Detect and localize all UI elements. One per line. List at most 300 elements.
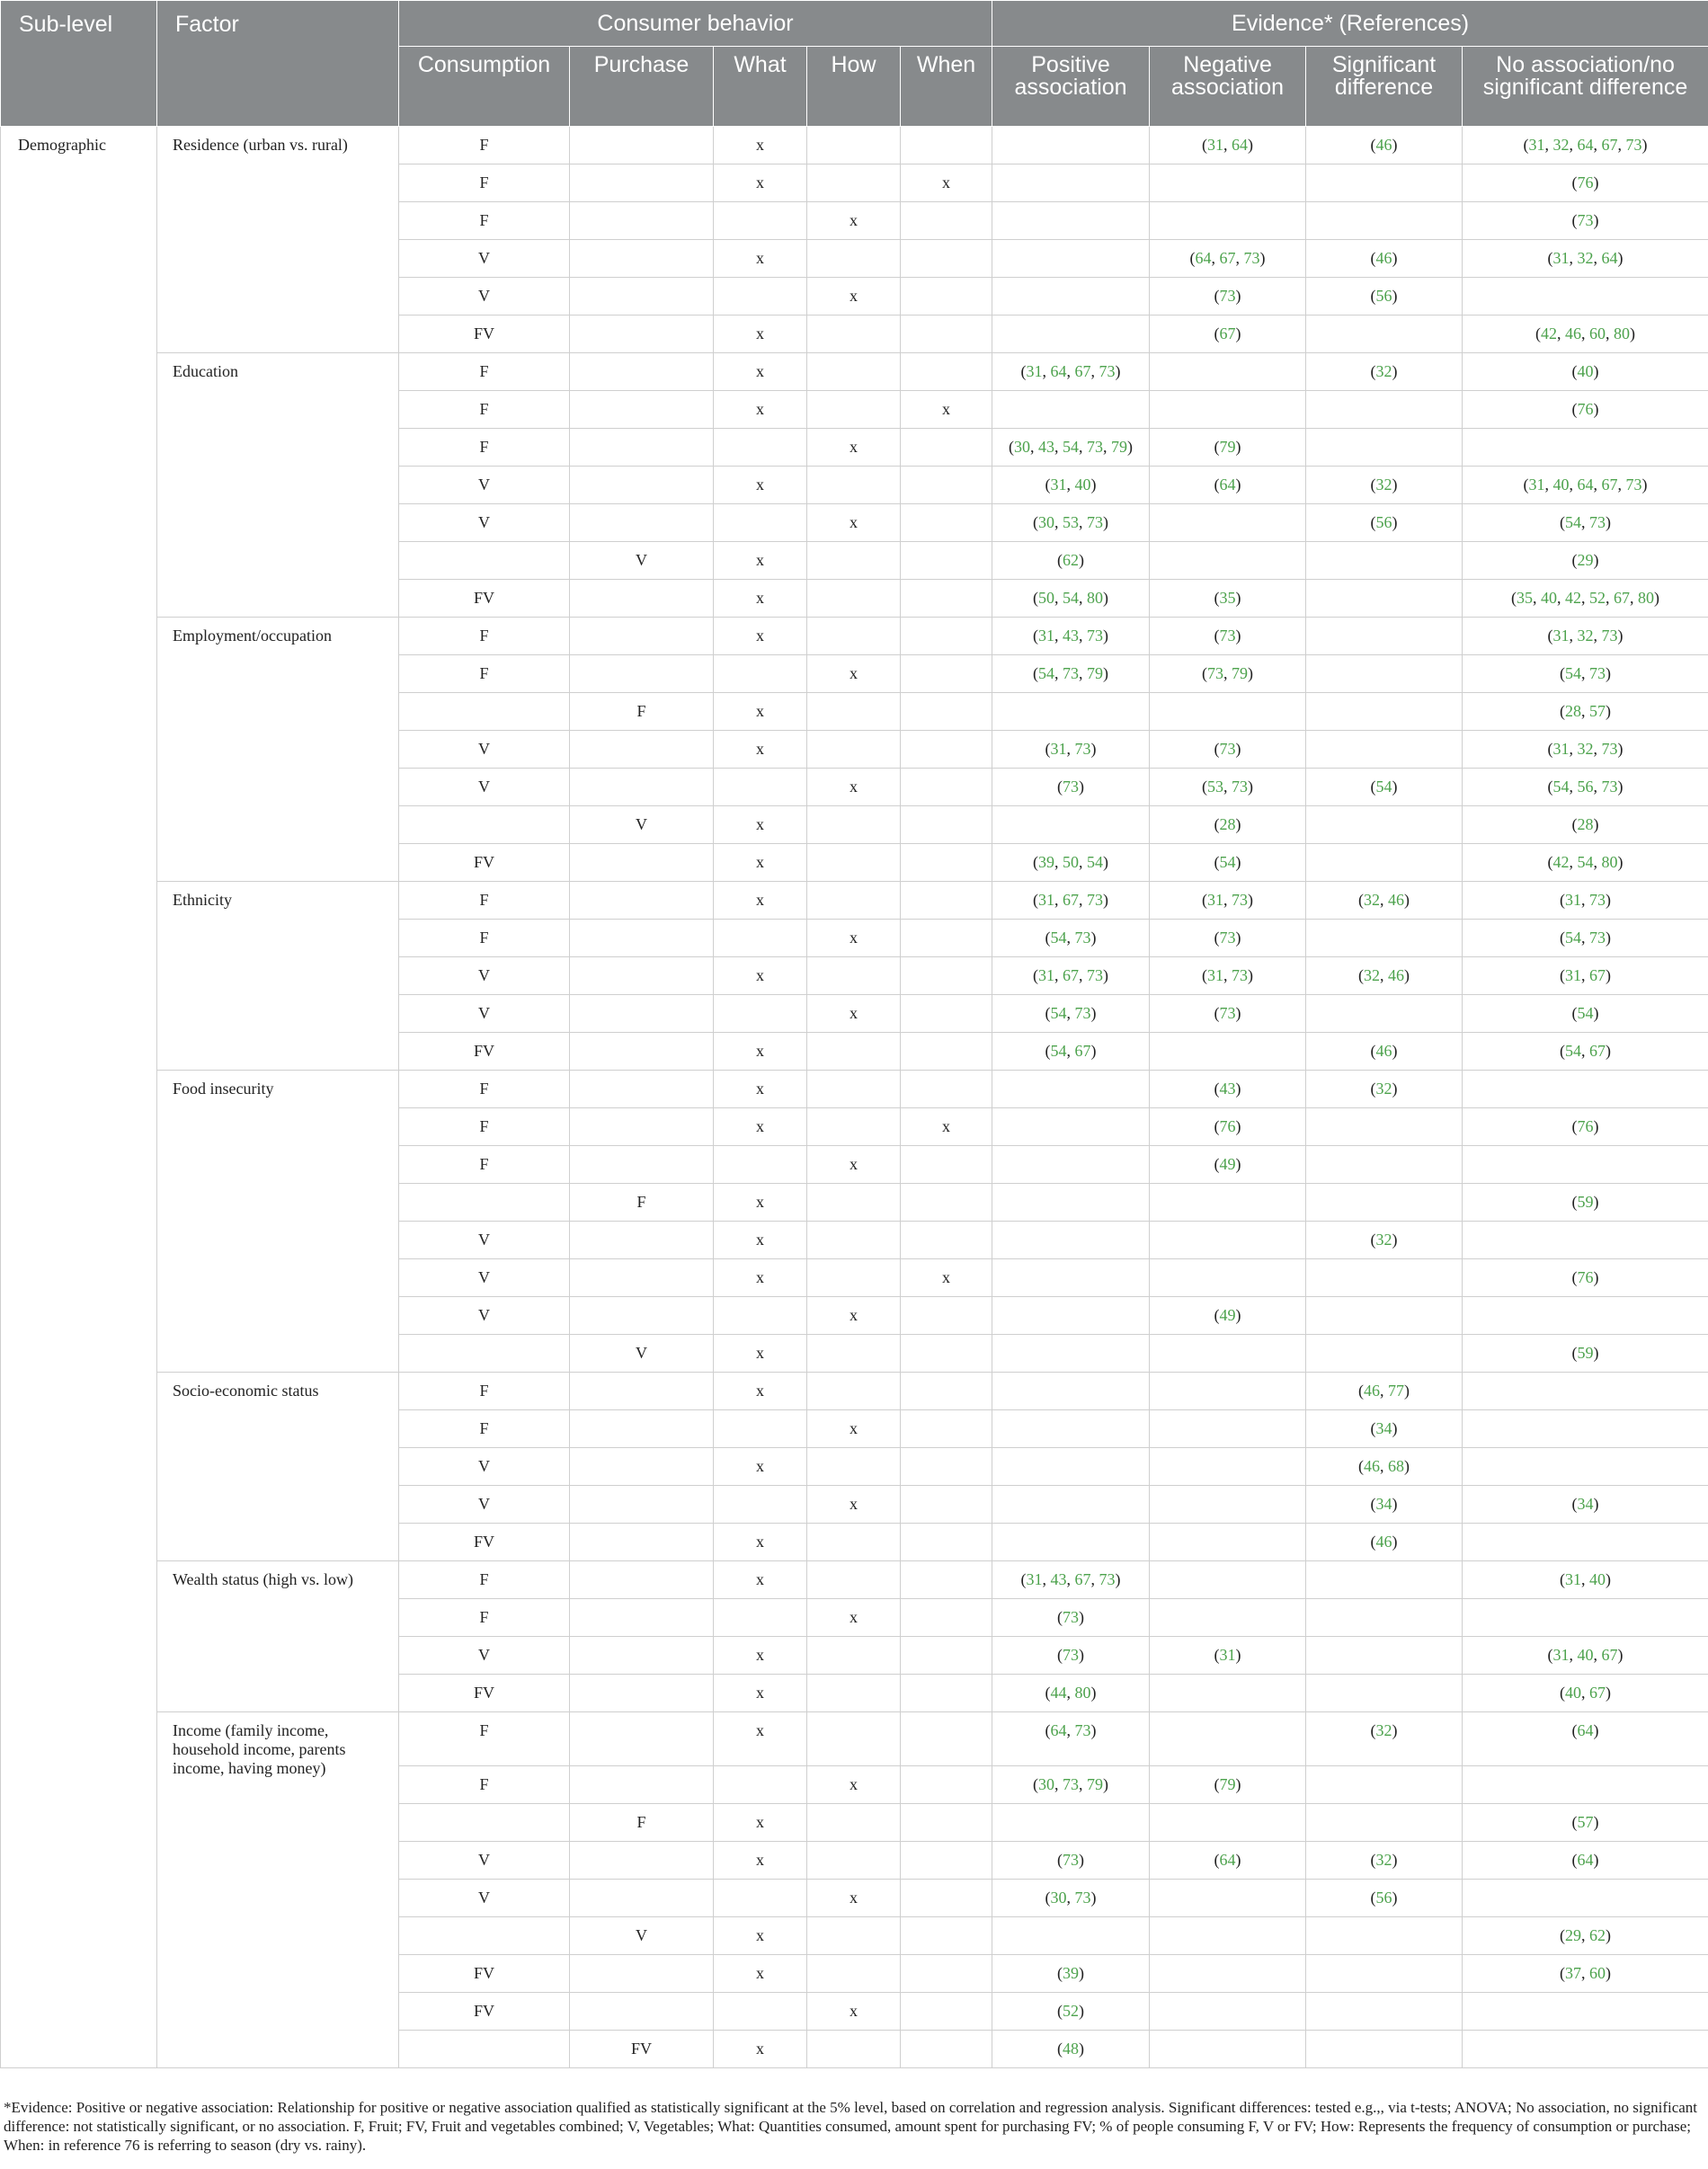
- reference-link[interactable]: 32: [1364, 891, 1381, 909]
- reference-link[interactable]: 67: [1074, 362, 1091, 380]
- no-association-cell: (34): [1463, 1486, 1708, 1524]
- reference-link[interactable]: 56: [1375, 287, 1392, 305]
- significant-cell: (32): [1306, 467, 1463, 504]
- purchase-cell: [570, 1486, 714, 1524]
- reference-link[interactable]: 73: [1589, 929, 1606, 947]
- reference-link[interactable]: 67: [1601, 476, 1618, 493]
- positive-cell: (48): [992, 2031, 1150, 2068]
- reference-link[interactable]: 43: [1038, 438, 1055, 456]
- reference-link[interactable]: 64: [1195, 249, 1212, 267]
- reference-link[interactable]: 64: [1577, 476, 1594, 493]
- table-row: [1, 1373, 1708, 1410]
- reference-link[interactable]: 28: [1577, 815, 1594, 833]
- reference-link[interactable]: 31: [1038, 966, 1055, 984]
- reference-link[interactable]: 31: [1552, 249, 1570, 267]
- how-cell: [807, 1804, 901, 1842]
- reference-link[interactable]: 73: [1232, 966, 1249, 984]
- when-cell: [901, 1712, 992, 1766]
- reference-link[interactable]: 73: [1074, 1889, 1091, 1907]
- purchase-cell: [570, 920, 714, 957]
- no-association-cell: (42, 54, 80): [1463, 844, 1708, 882]
- when-cell: [901, 693, 992, 731]
- reference-link[interactable]: 34: [1577, 1495, 1594, 1513]
- no-association-cell: [1463, 278, 1708, 316]
- reference-link[interactable]: 64: [1577, 1721, 1594, 1739]
- reference-link[interactable]: 32: [1577, 740, 1594, 758]
- positive-cell: [992, 1108, 1150, 1146]
- what-cell: x: [714, 127, 807, 164]
- reference-link[interactable]: 39: [1063, 1964, 1080, 1982]
- reference-link[interactable]: 68: [1388, 1457, 1405, 1475]
- what-cell: x: [714, 1842, 807, 1880]
- reference-link[interactable]: 67: [1589, 1042, 1606, 1060]
- reference-link[interactable]: 54: [1050, 1004, 1067, 1022]
- reference-link[interactable]: 73: [1063, 778, 1080, 796]
- reference-link[interactable]: 60: [1589, 324, 1606, 342]
- purchase-cell: F: [570, 693, 714, 731]
- negative-cell: (31, 73): [1150, 882, 1306, 920]
- reference-link[interactable]: 64: [1219, 476, 1236, 493]
- how-cell: x: [807, 1486, 901, 1524]
- reference-link[interactable]: 64: [1601, 249, 1618, 267]
- reference-link[interactable]: 54: [1552, 778, 1570, 796]
- negative-cell: [1150, 504, 1306, 542]
- reference-link[interactable]: 42: [1552, 853, 1570, 871]
- reference-link[interactable]: 56: [1577, 778, 1594, 796]
- significant-cell: [1306, 1993, 1463, 2031]
- purchase-cell: [570, 1712, 714, 1766]
- purchase-cell: [570, 731, 714, 769]
- reference-link[interactable]: 73: [1087, 891, 1104, 909]
- reference-link[interactable]: 54: [1565, 1042, 1582, 1060]
- reference-link[interactable]: 34: [1375, 1419, 1392, 1437]
- purchase-cell: [570, 844, 714, 882]
- reference-link[interactable]: 64: [1577, 1851, 1594, 1869]
- reference-link[interactable]: 43: [1219, 1080, 1236, 1098]
- reference-link[interactable]: 80: [1614, 324, 1631, 342]
- significant-cell: (56): [1306, 278, 1463, 316]
- reference-link[interactable]: 46: [1364, 1382, 1381, 1400]
- reference-link[interactable]: 40: [1577, 362, 1594, 380]
- purchase-cell: [570, 1033, 714, 1071]
- negative-cell: (31, 64): [1150, 127, 1306, 164]
- reference-link[interactable]: 73: [1087, 438, 1104, 456]
- reference-link[interactable]: 59: [1577, 1344, 1594, 1362]
- how-cell: x: [807, 1880, 901, 1917]
- when-cell: [901, 1486, 992, 1524]
- reference-link[interactable]: 73: [1074, 1004, 1091, 1022]
- consumption-cell: F: [399, 1410, 570, 1448]
- reference-link[interactable]: 67: [1074, 1570, 1091, 1588]
- negative-cell: [1150, 1335, 1306, 1373]
- positive-cell: [992, 1146, 1150, 1184]
- no-association-cell: [1463, 1146, 1708, 1184]
- header-sublevel: Sub-level: [1, 1, 157, 127]
- reference-link[interactable]: 67: [1589, 1684, 1606, 1702]
- reference-link[interactable]: 54: [1375, 778, 1392, 796]
- reference-link[interactable]: 76: [1219, 1117, 1236, 1135]
- purchase-cell: [570, 1410, 714, 1448]
- when-cell: [901, 1599, 992, 1637]
- reference-link[interactable]: 73: [1601, 778, 1618, 796]
- reference-link[interactable]: 46: [1565, 324, 1582, 342]
- reference-link[interactable]: 79: [1219, 438, 1236, 456]
- reference-link[interactable]: 73: [1087, 513, 1104, 531]
- reference-link[interactable]: 31: [1528, 136, 1545, 154]
- negative-cell: [1150, 391, 1306, 429]
- reference-link[interactable]: 42: [1541, 324, 1558, 342]
- reference-link[interactable]: 31: [1026, 1570, 1043, 1588]
- reference-link[interactable]: 49: [1219, 1306, 1236, 1324]
- reference-link[interactable]: 73: [1219, 929, 1236, 947]
- reference-link[interactable]: 54: [1577, 853, 1594, 871]
- reference-link[interactable]: 73: [1601, 740, 1618, 758]
- reference-link[interactable]: 32: [1375, 1851, 1392, 1869]
- reference-link[interactable]: 80: [1638, 589, 1655, 607]
- reference-link[interactable]: 73: [1074, 929, 1091, 947]
- reference-link[interactable]: 46: [1375, 1533, 1392, 1551]
- reference-link[interactable]: 73: [1099, 362, 1116, 380]
- reference-link[interactable]: 67: [1063, 966, 1080, 984]
- consumption-cell: FV: [399, 1033, 570, 1071]
- reference-link[interactable]: 34: [1375, 1495, 1392, 1513]
- when-cell: [901, 580, 992, 618]
- reference-link[interactable]: 43: [1063, 627, 1080, 644]
- when-cell: [901, 316, 992, 353]
- reference-link[interactable]: 31: [1565, 891, 1582, 909]
- reference-link[interactable]: 54: [1565, 664, 1582, 682]
- reference-link[interactable]: 73: [1219, 740, 1236, 758]
- reference-link[interactable]: 32: [1375, 1721, 1392, 1739]
- reference-link[interactable]: 64: [1577, 136, 1594, 154]
- reference-link[interactable]: 31: [1565, 1570, 1582, 1588]
- reference-link[interactable]: 76: [1577, 1117, 1594, 1135]
- positive-cell: [992, 1297, 1150, 1335]
- reference-link[interactable]: 31: [1552, 740, 1570, 758]
- when-cell: [901, 1448, 992, 1486]
- reference-link[interactable]: 73: [1074, 740, 1091, 758]
- consumption-cell: F: [399, 1599, 570, 1637]
- reference-link[interactable]: 31: [1207, 891, 1224, 909]
- reference-link[interactable]: 54: [1565, 513, 1582, 531]
- negative-cell: [1150, 1675, 1306, 1712]
- no-association-cell: (76): [1463, 1259, 1708, 1297]
- significant-cell: [1306, 542, 1463, 580]
- positive-cell: [992, 806, 1150, 844]
- purchase-cell: [570, 1222, 714, 1259]
- reference-link[interactable]: 77: [1388, 1382, 1405, 1400]
- reference-link[interactable]: 73: [1589, 664, 1606, 682]
- factor-cell: Residence (urban vs. rural): [157, 127, 399, 353]
- reference-link[interactable]: 40: [1541, 589, 1558, 607]
- how-cell: x: [807, 1297, 901, 1335]
- reference-link[interactable]: 40: [1577, 1646, 1594, 1664]
- table-body: [1, 127, 1708, 2068]
- reference-link[interactable]: 80: [1074, 1684, 1091, 1702]
- no-association-cell: [1463, 1880, 1708, 1917]
- reference-link[interactable]: 30: [1050, 1889, 1067, 1907]
- consumption-cell: F: [399, 1561, 570, 1599]
- reference-link[interactable]: 73: [1625, 136, 1642, 154]
- purchase-cell: [570, 202, 714, 240]
- reference-link[interactable]: 54: [1577, 1004, 1594, 1022]
- reference-link[interactable]: 53: [1207, 778, 1224, 796]
- reference-link[interactable]: 73: [1207, 664, 1224, 682]
- reference-link[interactable]: 73: [1063, 664, 1080, 682]
- reference-link[interactable]: 52: [1063, 2002, 1080, 2020]
- reference-link[interactable]: 37: [1565, 1964, 1582, 1982]
- reference-link[interactable]: 54: [1050, 1042, 1067, 1060]
- reference-link[interactable]: 73: [1087, 966, 1104, 984]
- reference-link[interactable]: 30: [1038, 1775, 1055, 1793]
- consumption-cell: [399, 806, 570, 844]
- purchase-cell: [570, 240, 714, 278]
- significant-cell: [1306, 429, 1463, 467]
- reference-link[interactable]: 46: [1388, 966, 1405, 984]
- reference-link[interactable]: 54: [1063, 589, 1080, 607]
- table-row: [1, 882, 1708, 920]
- reference-link[interactable]: 35: [1219, 589, 1236, 607]
- reference-link[interactable]: 54: [1038, 664, 1055, 682]
- reference-link[interactable]: 31: [1552, 627, 1570, 644]
- when-cell: [901, 1561, 992, 1599]
- negative-cell: [1150, 1804, 1306, 1842]
- header-how: How: [807, 47, 901, 127]
- reference-link[interactable]: 31: [1038, 627, 1055, 644]
- significant-cell: (32): [1306, 1071, 1463, 1108]
- positive-cell: [992, 1222, 1150, 1259]
- what-cell: x: [714, 1561, 807, 1599]
- reference-link[interactable]: 50: [1038, 589, 1055, 607]
- reference-link[interactable]: 73: [1232, 778, 1249, 796]
- reference-link[interactable]: 31: [1207, 136, 1224, 154]
- no-association-cell: (76): [1463, 1108, 1708, 1146]
- how-cell: [807, 1071, 901, 1108]
- reference-link[interactable]: 73: [1625, 476, 1642, 493]
- reference-link[interactable]: 79: [1087, 664, 1104, 682]
- reference-link[interactable]: 73: [1063, 1851, 1080, 1869]
- reference-link[interactable]: 67: [1219, 324, 1236, 342]
- reference-link[interactable]: 54: [1063, 438, 1080, 456]
- reference-link[interactable]: 43: [1050, 1570, 1067, 1588]
- reference-link[interactable]: 64: [1050, 1721, 1067, 1739]
- how-cell: x: [807, 920, 901, 957]
- reference-link[interactable]: 60: [1589, 1964, 1606, 1982]
- reference-link[interactable]: 31: [1050, 476, 1067, 493]
- reference-link[interactable]: 59: [1577, 1193, 1594, 1211]
- reference-link[interactable]: 57: [1577, 1813, 1594, 1831]
- reference-link[interactable]: 46: [1375, 136, 1392, 154]
- reference-link[interactable]: 67: [1601, 1646, 1618, 1664]
- reference-link[interactable]: 32: [1364, 966, 1381, 984]
- reference-link[interactable]: 31: [1552, 1646, 1570, 1664]
- no-association-cell: (37, 60): [1463, 1955, 1708, 1993]
- reference-link[interactable]: 67: [1614, 589, 1631, 607]
- reference-link[interactable]: 32: [1375, 1231, 1392, 1249]
- significant-cell: [1306, 1184, 1463, 1222]
- how-cell: [807, 467, 901, 504]
- reference-link[interactable]: 48: [1063, 2040, 1080, 2058]
- how-cell: x: [807, 504, 901, 542]
- reference-link[interactable]: 73: [1589, 891, 1606, 909]
- reference-link[interactable]: 29: [1577, 551, 1594, 569]
- significant-cell: (54): [1306, 769, 1463, 806]
- reference-link[interactable]: 28: [1565, 702, 1582, 720]
- positive-cell: [992, 391, 1150, 429]
- negative-cell: [1150, 1524, 1306, 1561]
- reference-link[interactable]: 40: [1589, 1570, 1606, 1588]
- consumption-cell: V: [399, 1842, 570, 1880]
- consumption-cell: F: [399, 164, 570, 202]
- reference-link[interactable]: 31: [1528, 476, 1545, 493]
- reference-link[interactable]: 42: [1565, 589, 1582, 607]
- significant-cell: [1306, 844, 1463, 882]
- when-cell: [901, 882, 992, 920]
- reference-link[interactable]: 54: [1565, 929, 1582, 947]
- reference-link[interactable]: 62: [1589, 1926, 1606, 1944]
- positive-cell: (31, 43, 73): [992, 618, 1150, 655]
- reference-link[interactable]: 31: [1565, 966, 1582, 984]
- how-cell: x: [807, 1146, 901, 1184]
- purchase-cell: [570, 995, 714, 1033]
- reference-link[interactable]: 80: [1601, 853, 1618, 871]
- reference-link[interactable]: 67: [1219, 249, 1236, 267]
- reference-link[interactable]: 32: [1375, 476, 1392, 493]
- no-association-cell: [1463, 1222, 1708, 1259]
- reference-link[interactable]: 67: [1601, 136, 1618, 154]
- reference-link[interactable]: 44: [1050, 1684, 1067, 1702]
- reference-link[interactable]: 79: [1232, 664, 1249, 682]
- reference-link[interactable]: 73: [1063, 1775, 1080, 1793]
- reference-link[interactable]: 73: [1219, 287, 1236, 305]
- reference-link[interactable]: 64: [1232, 136, 1249, 154]
- consumption-cell: [399, 1917, 570, 1955]
- reference-link[interactable]: 31: [1050, 740, 1067, 758]
- what-cell: x: [714, 353, 807, 391]
- reference-link[interactable]: 73: [1063, 1608, 1080, 1626]
- reference-link[interactable]: 50: [1063, 853, 1080, 871]
- reference-link[interactable]: 39: [1038, 853, 1055, 871]
- significant-cell: (32): [1306, 1842, 1463, 1880]
- negative-cell: [1150, 1955, 1306, 1993]
- how-cell: [807, 240, 901, 278]
- consumption-cell: V: [399, 1637, 570, 1675]
- reference-link[interactable]: 73: [1219, 1004, 1236, 1022]
- reference-link[interactable]: 52: [1589, 589, 1606, 607]
- what-cell: x: [714, 1955, 807, 1993]
- reference-link[interactable]: 80: [1087, 589, 1104, 607]
- reference-link[interactable]: 32: [1577, 249, 1594, 267]
- reference-link[interactable]: 28: [1219, 815, 1236, 833]
- reference-link[interactable]: 79: [1219, 1775, 1236, 1793]
- significant-cell: [1306, 202, 1463, 240]
- reference-link[interactable]: 46: [1388, 891, 1405, 909]
- reference-link[interactable]: 62: [1063, 551, 1080, 569]
- reference-link[interactable]: 31: [1219, 1646, 1236, 1664]
- reference-link[interactable]: 54: [1050, 929, 1067, 947]
- negative-cell: [1150, 1880, 1306, 1917]
- positive-cell: [992, 1335, 1150, 1373]
- consumption-cell: FV: [399, 580, 570, 618]
- negative-cell: [1150, 1222, 1306, 1259]
- significant-cell: [1306, 164, 1463, 202]
- reference-link[interactable]: 30: [1014, 438, 1031, 456]
- reference-link[interactable]: 67: [1074, 1042, 1091, 1060]
- reference-link[interactable]: 76: [1577, 1268, 1594, 1286]
- reference-link[interactable]: 73: [1087, 627, 1104, 644]
- reference-link[interactable]: 73: [1099, 1570, 1116, 1588]
- significant-cell: [1306, 1804, 1463, 1842]
- consumption-cell: V: [399, 769, 570, 806]
- reference-link[interactable]: 31: [1207, 966, 1224, 984]
- reference-link[interactable]: 57: [1589, 702, 1606, 720]
- reference-link[interactable]: 73: [1577, 211, 1594, 229]
- positive-cell: (54, 67): [992, 1033, 1150, 1071]
- reference-link[interactable]: 32: [1375, 362, 1392, 380]
- reference-link[interactable]: 76: [1577, 173, 1594, 191]
- how-cell: [807, 542, 901, 580]
- reference-link[interactable]: 32: [1552, 136, 1570, 154]
- reference-link[interactable]: 46: [1375, 249, 1392, 267]
- reference-link[interactable]: 64: [1050, 362, 1067, 380]
- reference-link[interactable]: 29: [1565, 1926, 1582, 1944]
- reference-link[interactable]: 40: [1074, 476, 1091, 493]
- how-cell: [807, 391, 901, 429]
- reference-link[interactable]: 31: [1026, 362, 1043, 380]
- reference-link[interactable]: 54: [1219, 853, 1236, 871]
- reference-link[interactable]: 73: [1243, 249, 1260, 267]
- reference-link[interactable]: 30: [1038, 513, 1055, 531]
- reference-link[interactable]: 40: [1565, 1684, 1582, 1702]
- reference-link[interactable]: 49: [1219, 1155, 1236, 1173]
- reference-link[interactable]: 31: [1038, 891, 1055, 909]
- reference-link[interactable]: 46: [1364, 1457, 1381, 1475]
- purchase-cell: [570, 1108, 714, 1146]
- reference-link[interactable]: 73: [1063, 1646, 1080, 1664]
- reference-link[interactable]: 56: [1375, 1889, 1392, 1907]
- reference-link[interactable]: 67: [1063, 891, 1080, 909]
- reference-link[interactable]: 79: [1087, 1775, 1104, 1793]
- reference-link[interactable]: 46: [1375, 1042, 1392, 1060]
- reference-link[interactable]: 73: [1601, 627, 1618, 644]
- reference-link[interactable]: 32: [1375, 1080, 1392, 1098]
- no-association-cell: (35, 40, 42, 52, 67, 80): [1463, 580, 1708, 618]
- reference-link[interactable]: 73: [1219, 627, 1236, 644]
- significant-cell: [1306, 2031, 1463, 2068]
- how-cell: [807, 2031, 901, 2068]
- reference-link[interactable]: 79: [1111, 438, 1128, 456]
- reference-link[interactable]: 73: [1074, 1721, 1091, 1739]
- reference-link[interactable]: 64: [1219, 1851, 1236, 1869]
- reference-link[interactable]: 73: [1589, 513, 1606, 531]
- no-association-cell: (76): [1463, 391, 1708, 429]
- purchase-cell: [570, 1448, 714, 1486]
- significant-cell: (32, 46): [1306, 957, 1463, 995]
- reference-link[interactable]: 35: [1517, 589, 1534, 607]
- reference-link[interactable]: 32: [1577, 627, 1594, 644]
- how-cell: [807, 1335, 901, 1373]
- what-cell: x: [714, 1222, 807, 1259]
- reference-link[interactable]: 40: [1552, 476, 1570, 493]
- reference-link[interactable]: 73: [1232, 891, 1249, 909]
- reference-link[interactable]: 54: [1087, 853, 1104, 871]
- when-cell: [901, 1297, 992, 1335]
- reference-link[interactable]: 56: [1375, 513, 1392, 531]
- header-purchase: Purchase: [570, 47, 714, 127]
- reference-link[interactable]: 76: [1577, 400, 1594, 418]
- reference-link[interactable]: 67: [1589, 966, 1606, 984]
- reference-link[interactable]: 53: [1063, 513, 1080, 531]
